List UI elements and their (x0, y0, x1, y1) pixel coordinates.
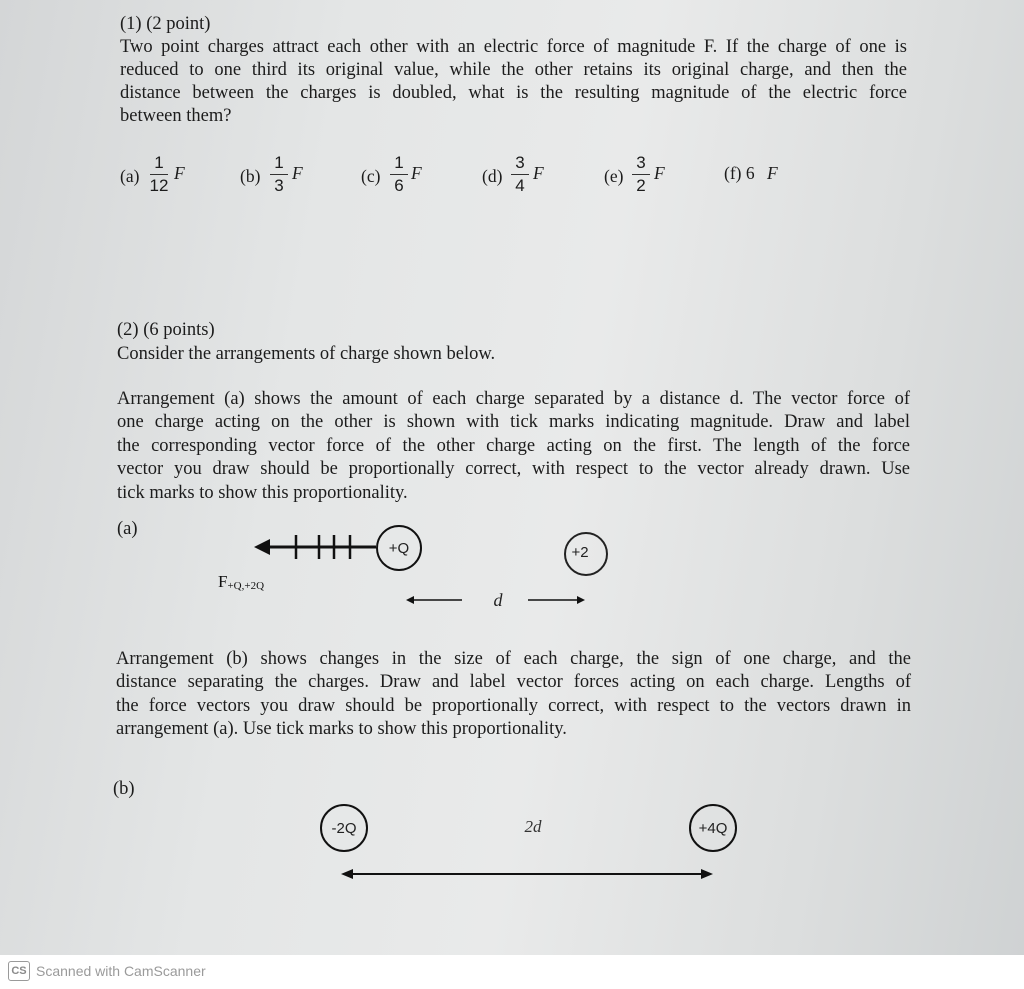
question-1 (120, 14, 910, 134)
arrangement-b-instructions (116, 649, 913, 745)
fraction-numerator: 3 (636, 153, 646, 172)
choice-b[interactable] (240, 153, 320, 203)
fraction-numerator: 3 (515, 153, 525, 172)
fraction-bar (270, 174, 288, 175)
fraction (630, 153, 652, 196)
scanner-watermark (8, 960, 206, 982)
charge-minus-2q-label: -2Q (331, 820, 357, 837)
fraction-bar (632, 174, 650, 175)
force-symbol: F (654, 163, 665, 183)
arrangement-b-label: (b) (113, 779, 135, 799)
question-2-header (117, 320, 617, 366)
choice-label: (e) (604, 166, 624, 186)
fraction-denominator: 3 (274, 176, 284, 195)
force-symbol: F (292, 163, 303, 183)
choice-label: (f) 6 (724, 163, 755, 183)
instruction-line: Arrangement (a) shows the amount of each charge separated by a distance d. The vector force of (117, 389, 910, 409)
distance-arrowhead-left (406, 596, 414, 604)
question-1-heading: (1) (2 point) (120, 14, 211, 34)
fraction (509, 153, 531, 196)
fraction-bar (150, 174, 168, 175)
charge-plus-2q-label: +2 (571, 544, 589, 561)
fraction-numerator: 1 (394, 153, 404, 172)
choice-c[interactable] (361, 153, 441, 203)
fraction-denominator: 4 (515, 176, 525, 195)
separation-arrowhead-right (701, 869, 713, 879)
force-symbol: F (174, 163, 185, 183)
fraction-denominator: 6 (394, 176, 404, 195)
question-1-text-line: reduced to one third its original value, while the other retains its original charge, and then the (120, 60, 907, 80)
instruction-line: the force vectors you draw should be proportionally correct, with respect to the vectors drawn in (116, 696, 911, 716)
fraction-denominator: 12 (149, 176, 169, 195)
fraction-bar (511, 174, 529, 175)
force-symbol: F (767, 163, 778, 183)
choice-label: (b) (240, 166, 261, 186)
instruction-line: arrangement (a). Use tick marks to show this proportionality. (116, 719, 567, 739)
fraction (388, 153, 410, 196)
question-1-text-line: distance between the charges is doubled, what is the resulting magnitude of the electric force (120, 83, 907, 103)
arrangement-a-label: (a) (117, 519, 138, 539)
camscanner-logo-icon: CS (8, 961, 30, 981)
fraction-bar (390, 174, 408, 175)
instruction-line: Arrangement (b) shows changes in the size of each charge, the sign of one charge, and the (116, 649, 911, 669)
fraction-numerator: 1 (274, 153, 284, 172)
question-2-heading: (2) (6 points) (117, 320, 215, 340)
choice-label: (a) (120, 166, 140, 186)
choice-label: (d) (482, 166, 503, 186)
force-vector-arrowhead (254, 539, 270, 555)
fraction-numerator: 1 (154, 153, 164, 172)
choice-a[interactable] (120, 153, 200, 203)
instruction-line: vector you draw should be proportionally correct, with respect to the vector already drawn. Use (117, 459, 910, 479)
distance-arrowhead-right (577, 596, 585, 604)
arrangement-b-figure (300, 800, 760, 890)
instruction-line: distance separating the charges. Draw and label vector forces acting on each charge. Lengths of (116, 672, 911, 692)
separation-arrowhead-left (341, 869, 353, 879)
force-symbol: F (411, 163, 422, 183)
charge-plus-4q-label: +4Q (698, 820, 728, 837)
charge-plus-q-label: +Q (388, 540, 410, 557)
distance-label-2d: 2d (524, 817, 542, 836)
instruction-line: tick marks to show this proportionality. (117, 483, 408, 503)
choice-e[interactable] (604, 153, 684, 203)
force-symbol: F (533, 163, 544, 183)
force-label: F+Q,+2Q (218, 572, 265, 592)
question-2-intro: Consider the arrangements of charge shown below. (117, 344, 496, 364)
question-1-text-line: between them? (120, 106, 232, 126)
choice-label: (c) (361, 166, 381, 186)
fraction-denominator: 2 (636, 176, 646, 195)
arrangement-a-instructions (117, 389, 912, 509)
watermark-text: Scanned with CamScanner (36, 963, 206, 979)
distance-label: d (493, 590, 503, 610)
question-1-text-line: Two point charges attract each other with an electric force of magnitude F. If the charge of one is (120, 37, 907, 57)
arrangement-a-figure (200, 520, 630, 620)
instruction-line: the corresponding vector force of the other charge acting on the first. The length of the force (117, 436, 910, 456)
choice-f[interactable] (724, 153, 794, 203)
instruction-line: one charge acting on the other is shown with tick marks indicating magnitude. Draw and label (117, 412, 910, 432)
fraction (148, 153, 170, 196)
fraction (268, 153, 290, 196)
choice-d[interactable] (482, 153, 562, 203)
